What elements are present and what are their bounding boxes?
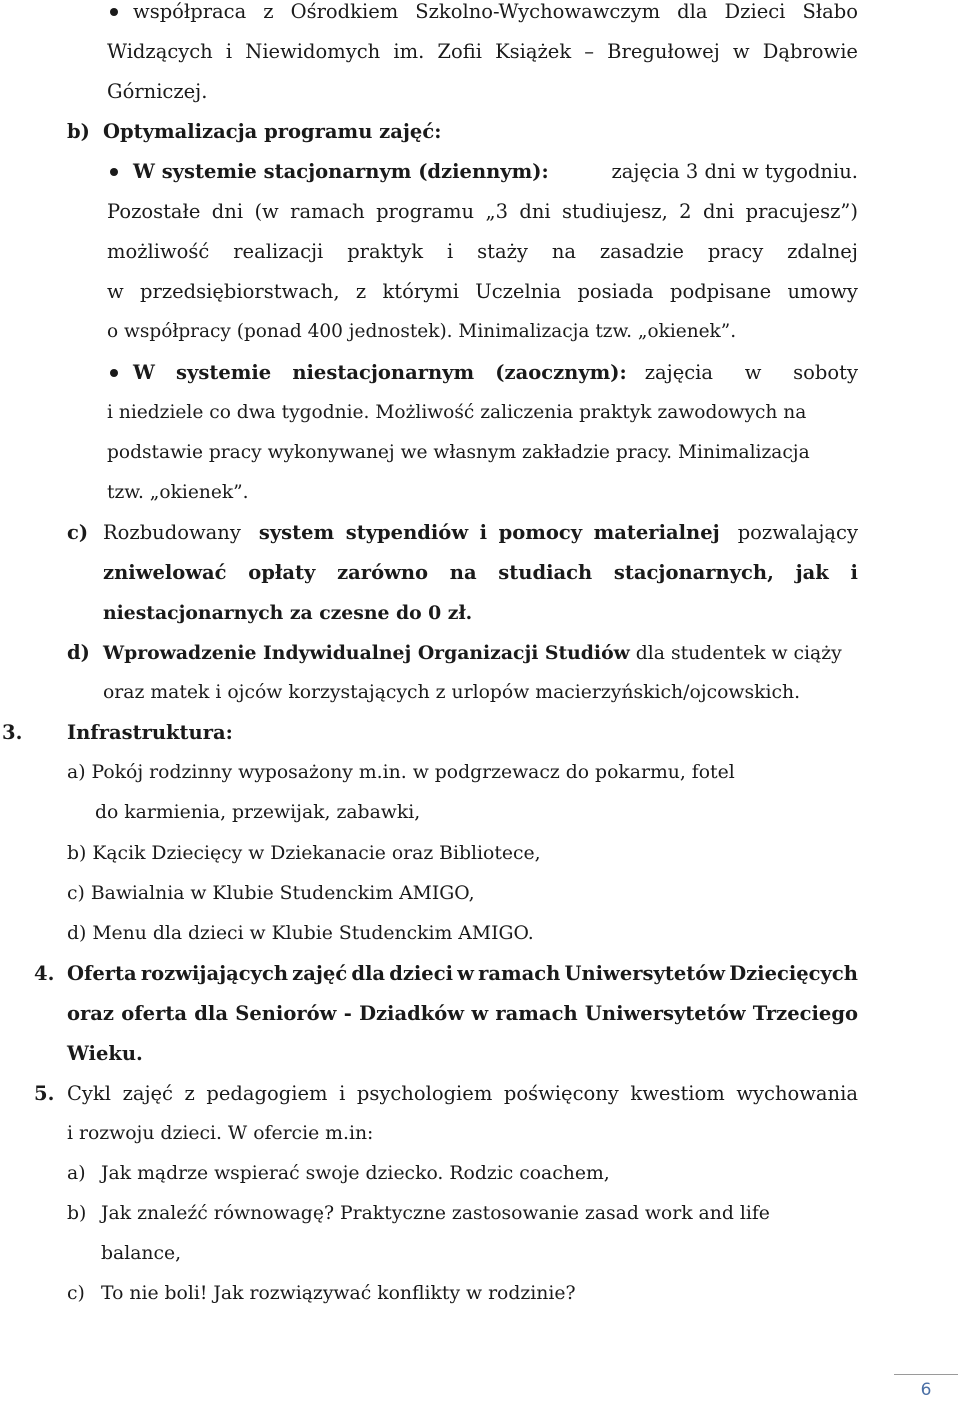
list-item: balance,	[101, 1243, 182, 1264]
bullet-icon	[110, 168, 118, 176]
word: Uczelnia	[475, 280, 562, 303]
bullet-line	[133, 0, 858, 24]
word: Niewidomych	[245, 40, 381, 63]
word: i	[850, 561, 858, 584]
body-text: dla studentek w ciąży	[635, 643, 842, 664]
section-number: 5.	[34, 1082, 55, 1105]
word: (zaocznym):	[495, 361, 627, 384]
word: W	[133, 361, 155, 384]
word: Dzieci	[724, 0, 786, 23]
word: którymi	[382, 280, 459, 303]
word: zdalnej	[787, 240, 858, 263]
paragraph-line	[107, 200, 858, 224]
list-item: Jak znaleźć równowagę? Praktyczne zastosowanie zasad work and life	[101, 1203, 770, 1224]
word: realizacji	[233, 240, 324, 263]
word: studiach	[498, 561, 593, 584]
word-group	[133, 361, 627, 385]
word: Pozostałe	[107, 200, 201, 223]
list-label: c)	[67, 1283, 85, 1304]
bullet-line	[107, 40, 858, 64]
word: posiada	[577, 280, 654, 303]
paragraph-line: i rozwoju dzieci. W ofercie m.in:	[67, 1123, 374, 1144]
word: kwestiom	[630, 1082, 725, 1105]
list-item: a) Pokój rodzinny wyposażony m.in. w podgrzewacz do pokarmu, fotel	[67, 762, 735, 783]
word: dni	[702, 200, 735, 223]
word: Słabo	[802, 0, 858, 23]
word: Uniwersytetów	[584, 1002, 746, 1025]
word: im.	[393, 40, 425, 63]
word: pracy	[707, 240, 764, 263]
word: umowy	[787, 280, 858, 303]
word: soboty	[793, 361, 858, 384]
word: dla	[677, 0, 708, 23]
word: psychologiem	[356, 1082, 493, 1105]
word: 2	[679, 200, 692, 223]
bullet-line	[133, 361, 858, 385]
word: Dziecięcych	[729, 962, 858, 985]
word: systemie	[176, 361, 272, 384]
list-label: d)	[67, 641, 90, 664]
word: Widzących	[107, 40, 213, 63]
bold-text: Wprowadzenie Indywidualnej Organizacji Studiów	[103, 642, 630, 664]
word: zasadzie	[599, 240, 684, 263]
body-text: Rozbudowany	[103, 521, 241, 544]
paragraph-line: o współpracy (ponad 400 jednostek). Minimalizacja tzw. „okienek”.	[107, 321, 737, 342]
list-item: Jak mądrze wspierać swoje dziecko. Rodzic coachem,	[101, 1163, 610, 1184]
word: Seniorów	[235, 1002, 337, 1025]
word: zajęć	[292, 962, 348, 985]
word: z	[184, 1082, 195, 1105]
word: ramach	[290, 200, 365, 223]
list-label: c)	[67, 521, 89, 544]
word: pomocy	[498, 521, 583, 544]
paragraph-line	[103, 521, 858, 545]
word: i	[479, 521, 488, 544]
word: i	[225, 40, 233, 63]
word-group	[259, 521, 720, 545]
bullet-line	[133, 160, 858, 184]
word: jak	[795, 561, 829, 584]
word: w	[107, 280, 124, 303]
paragraph-line	[67, 1082, 858, 1106]
list-item: b) Kącik Dziecięcy w Dziekanacie oraz Bibliotece,	[67, 843, 541, 864]
word: stypendiów	[345, 521, 469, 544]
word: wychowania	[736, 1082, 858, 1105]
word: system	[258, 521, 335, 544]
word: w	[744, 361, 762, 384]
list-label: b)	[67, 120, 90, 143]
word: Ośrodkiem	[290, 0, 399, 23]
section-number: 3.	[2, 721, 23, 744]
word: Trzeciego	[752, 1002, 858, 1025]
word: możliwość	[107, 240, 210, 263]
word: rozwijających	[140, 962, 289, 985]
word: Zofii	[437, 40, 482, 63]
word-group	[645, 361, 858, 385]
word: z	[263, 0, 274, 23]
word: zajęć	[122, 1082, 173, 1105]
word: dzieci	[389, 962, 453, 985]
word: Dziadków	[359, 1002, 465, 1025]
word: Oferta	[67, 962, 137, 985]
bullet-icon	[110, 8, 118, 16]
word: dla	[194, 1002, 228, 1025]
list-item: To nie boli! Jak rozwiązywać konflikty w rodzinie?	[101, 1283, 576, 1304]
word: ramach	[478, 962, 561, 985]
word: przedsiębiorstwach,	[140, 280, 340, 303]
word: dni	[519, 200, 551, 223]
section-heading	[67, 1002, 858, 1026]
paragraph-line	[107, 280, 858, 304]
word: na	[449, 561, 477, 584]
word: „3	[485, 200, 508, 223]
word: w	[471, 1002, 489, 1025]
word: programu	[376, 200, 475, 223]
paragraph-line	[103, 561, 858, 585]
word: na	[551, 240, 576, 263]
list-label: a)	[67, 1163, 86, 1184]
word: studiujesz,	[562, 200, 668, 223]
word: dni	[211, 200, 244, 223]
word: materialnej	[593, 521, 720, 544]
word: zarówno	[337, 561, 429, 584]
section-heading: Infrastruktura:	[67, 721, 233, 744]
word: w	[457, 962, 474, 985]
word: dla	[351, 962, 386, 985]
list-item: do karmienia, przewijak, zabawki,	[95, 802, 421, 823]
section-number: 4.	[34, 962, 55, 985]
bullet-line: Górniczej.	[107, 80, 208, 103]
paragraph-line: niestacjonarnych za czesne do 0 zł.	[103, 602, 473, 624]
word: Szkolno-Wychowawczym	[415, 0, 661, 23]
paragraph-line	[103, 641, 842, 666]
word: ramach	[495, 1002, 578, 1025]
word: (w	[254, 200, 279, 223]
word: Cykl	[67, 1082, 111, 1105]
word: stacjonarnych,	[613, 561, 774, 584]
word: oferta	[121, 1002, 187, 1025]
word: staży	[477, 240, 528, 263]
list-item: c) Bawialnia w Klubie Studenckim AMIGO,	[67, 883, 475, 904]
word: Bregułowej	[607, 40, 720, 63]
section-heading: Optymalizacja programu zajęć:	[103, 120, 442, 143]
body-text: zajęcia 3 dni w tygodniu.	[611, 160, 858, 183]
body-text: pozwalający	[737, 521, 858, 544]
word: oraz	[67, 1002, 114, 1025]
word: i	[447, 240, 454, 263]
word: pedagogiem	[206, 1082, 328, 1105]
bullet-icon	[110, 369, 118, 377]
word: zajęcia	[644, 361, 714, 384]
paragraph-line: tzw. „okienek”.	[107, 482, 249, 503]
paragraph-line: podstawie pracy wykonywanej we własnym zakładzie pracy. Minimalizacja	[107, 442, 810, 463]
word: Uniwersytetów	[564, 962, 726, 985]
paragraph-line: i niedziele co dwa tygodnie. Możliwość zaliczenia praktyk zawodowych na	[107, 402, 807, 423]
word: Dąbrowie	[762, 40, 858, 63]
word: poświęcony	[503, 1082, 619, 1105]
word: współpraca	[133, 0, 247, 23]
section-heading: Wieku.	[67, 1042, 143, 1065]
word: zniwelować	[103, 561, 227, 584]
word: podpisane	[669, 280, 772, 303]
word: opłaty	[248, 561, 316, 584]
word: praktyk	[347, 240, 424, 263]
word: –	[584, 40, 595, 63]
word: w	[732, 40, 750, 63]
word: i	[339, 1082, 346, 1105]
word: pracujesz”)	[745, 200, 858, 223]
page-number-rule	[894, 1374, 958, 1375]
word: -	[343, 1002, 352, 1025]
word: z	[355, 280, 367, 303]
paragraph-line: oraz matek i ojców korzystających z urlopów macierzyńskich/ojcowskich.	[103, 682, 801, 703]
page-number: 6	[920, 1380, 932, 1400]
bold-text: W systemie stacjonarnym (dziennym):	[133, 160, 549, 183]
word: Książek	[495, 40, 572, 63]
paragraph-line	[107, 240, 858, 264]
section-heading	[67, 962, 858, 986]
list-label: b)	[67, 1203, 87, 1224]
list-item: d) Menu dla dzieci w Klubie Studenckim AMIGO.	[67, 923, 534, 944]
word: niestacjonarnym	[292, 361, 475, 384]
